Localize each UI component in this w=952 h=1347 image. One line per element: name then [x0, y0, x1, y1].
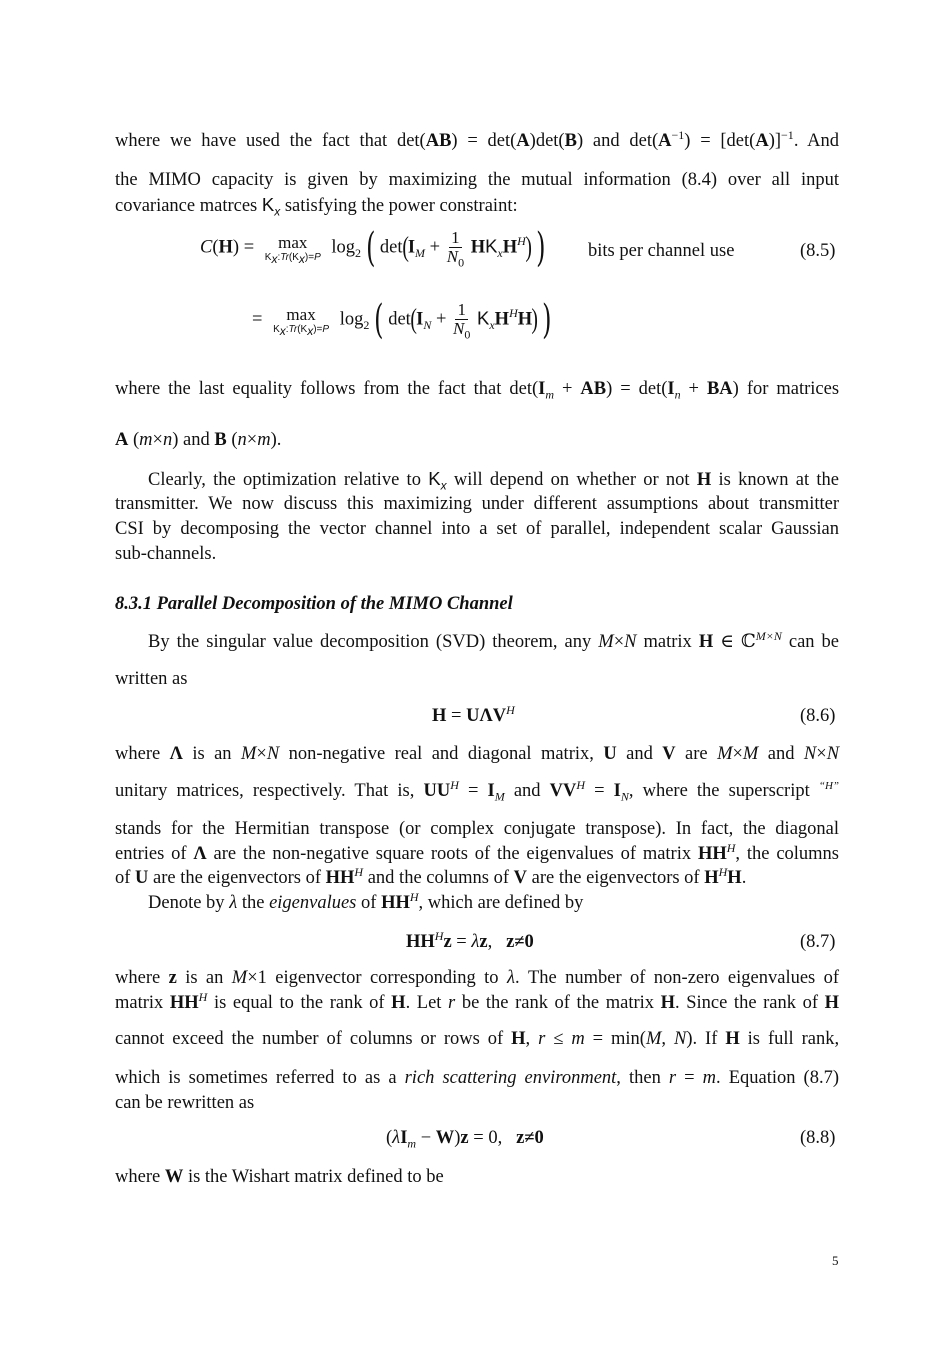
paragraph-line: stands for the Hermitian transpose (or complex conjugate transpose). In fact, the diagonal — [115, 819, 839, 839]
math-inline: det(AB) = det(A)det(B) — [396, 131, 584, 151]
section-heading: 8.3.1 Parallel Decomposition of the MIMO Channel — [115, 594, 513, 614]
equation-number: (8.6) — [800, 706, 836, 726]
equation-8-8: $(\lambda I_m - W)z = 0$, z≠0 — [386, 1128, 544, 1151]
equation-8-5-line2: = max $K_x:Tr(K_x)=P$ $\log_2$ ( $\det(I_N$ + $\frac{1}{N_0}$ $K_xH^HH$) ) — [252, 297, 552, 343]
equation-number: (8.7) — [800, 932, 836, 952]
paragraph-line: where z is an M×1 eigenvector corresponding to λ. The number of non-zero eigenvalues of — [115, 968, 840, 988]
paragraph-line: where W is the Wishart matrix defined to be — [115, 1167, 444, 1187]
math-inline: $\det(A^{-1}) = [\det(A)]^{-1}$. And — [629, 127, 840, 151]
paragraph-line: entries of Λ are the non-negative square roots of the eigenvalues of matrix $HH^H$, the columns — [115, 840, 840, 864]
paragraph-line: A (m×n) and B (n×m). — [115, 430, 282, 450]
paragraph-line: CSI by decomposing the vector channel into a set of parallel, independent scalar Gaussian — [115, 519, 839, 539]
paragraph-line: written as — [115, 669, 188, 689]
paragraph-line: where Λ is an M×N non-negative real and diagonal matrix, U and V are M×M and N×N — [115, 744, 840, 764]
paragraph-line: Clearly, the optimization relative to $K_x$ will depend on whether or not H is known at the — [148, 468, 840, 493]
math-inline: $\det(I_m + AB) = \det(I_n + BA)$ — [509, 379, 739, 402]
paragraph-line: matrix $HH^H$ is equal to the rank of H. Let r be the rank of the matrix H. Since the rank of H — [115, 989, 839, 1013]
equation-8-6: $H = U\Lambda V^H$ — [432, 702, 515, 726]
paragraph-line: can be rewritten as — [115, 1093, 255, 1113]
equation-8-5-line1: C(H) = max $K_x:Tr(K_x)=P$ $\log_2$ ( $\det(I_M$ + $\frac{1}{N_0}$ $HK_xH^H$) ) — [200, 225, 546, 271]
paragraph-line: sub-channels. — [115, 544, 217, 564]
paragraph-line: of U are the eigenvectors of $HH^H$ and the columns of V are the eigenvectors of $H^HH$. — [115, 864, 747, 888]
paragraph-line: By the singular value decomposition (SVD) theorem, any M×N matrix H ∈ ℂ$^{M\times N}$ can be — [148, 628, 840, 652]
paragraph-line: transmitter. We now discuss this maximizing under different assumptions about transmitter — [115, 494, 839, 514]
paragraph-line: cannot exceed the number of columns or rows of H, r ≤ m = min(M, N). If H is full rank, — [115, 1029, 840, 1049]
paragraph-line: which is sometimes referred to as a rich scattering environment, then r = m. Equation (8.7) — [115, 1068, 839, 1088]
paragraph-line: Denote by λ the eigenvalues of $HH^H$, which are defined by — [148, 889, 584, 913]
paragraph-line: where we have used the fact that det(AB) = det(A)det(B) and $\det(A^{-1}) = [\det(A)]^{-1}$. And — [115, 127, 840, 151]
paragraph-line: where the last equality follows from the fact that $\det(I_m + AB) = \det(I_n + BA)$ for matrices — [115, 379, 840, 402]
paragraph-line: the MIMO capacity is given by maximizing the mutual information (8.4) over all input — [115, 170, 839, 190]
equation-number: (8.8) — [800, 1128, 836, 1148]
equation-note: bits per channel use — [588, 241, 735, 261]
paragraph-line: unitary matrices, respectively. That is, $UU^H = I_M$ and $VV^H = I_N$, where the superscript $^{“H”}$ — [115, 777, 840, 804]
page-number: 5 — [832, 1253, 839, 1268]
equation-8-7: $HH^Hz = \lambda z$, z≠0 — [406, 928, 534, 952]
paragraph-line: covariance matrces $K_x$ satisfying the power constraint: — [115, 194, 518, 219]
equation-number: (8.5) — [800, 241, 836, 261]
